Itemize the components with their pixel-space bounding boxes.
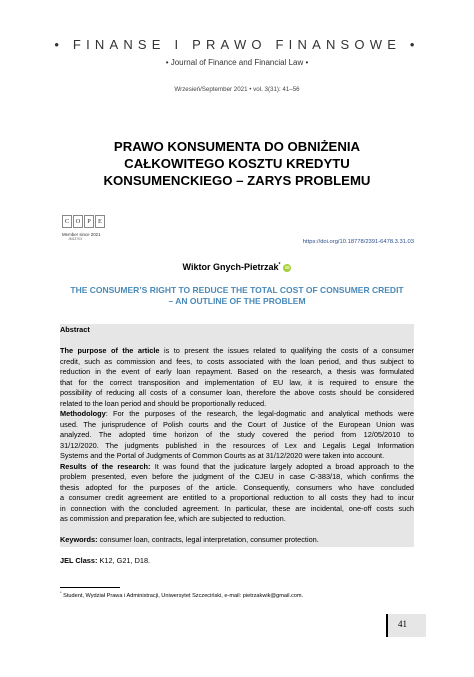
- journal-masthead: • FINANSE I PRAWO FINANSOWE •: [54, 37, 420, 52]
- cope-member-since: Member since 2021: [62, 232, 101, 237]
- abstract-line: thesis adopted for the purposes of the article. Consequently, consumers who have concluded: [60, 482, 414, 492]
- author-footnote: [60, 590, 303, 599]
- abstract-line: related to the loan period and should be proportionally reduced.: [60, 398, 267, 408]
- page-number: 41: [398, 619, 407, 629]
- orcid-icon[interactable]: iD: [285, 265, 290, 270]
- abstract-line: The purpose of the article is to present the issues related to qualifying the costs of a consumer: [60, 346, 414, 355]
- english-title: [60, 285, 414, 307]
- abstract-line: analyzed. The adopted time horizon of the study covered the period from 12/05/2010 to: [60, 430, 414, 439]
- footnote-text: Student, Wydział Prawa i Administracji, Uniwersytet Szczeciński, e-mail: pietrzakwik@gmail.com.: [61, 592, 304, 599]
- abstract-line: used. The jurisprudence of Polish courts and the Court of Justice of the European Union was: [60, 419, 414, 429]
- cope-logo: [62, 215, 110, 241]
- cope-letter: O: [73, 215, 83, 228]
- abstract-heading: Abstract: [60, 325, 90, 334]
- abstract-line: problem presented, even before the judgment of the CJEU in case C-383/18, which confirms the: [60, 472, 414, 481]
- cope-letter: P: [84, 215, 94, 228]
- article-title-line: KONSUMENCKIEGO – ZARYS PROBLEMU: [103, 173, 371, 188]
- author-line: [0, 262, 474, 272]
- author-footnote-mark: *: [278, 262, 281, 268]
- keywords-label: Keywords:: [60, 535, 98, 544]
- english-title-line: – AN OUTLINE OF THE PROBLEM: [168, 296, 306, 307]
- abstract-line: Results of the research: It was found that the judicature largely adopted a broad approach to the: [60, 461, 414, 471]
- results-label: Results of the research:: [60, 461, 151, 471]
- page-number-rule: [386, 614, 388, 637]
- author-name: Wiktor Gnych-Pietrzak: [182, 262, 279, 272]
- abstract-line: credit, such as commission and fees, to costs associated with the loan period, and thus subject to: [60, 356, 414, 366]
- purpose-label: The purpose of the article: [60, 346, 160, 355]
- journal-subheading: • Journal of Finance and Financial Law •: [165, 58, 309, 67]
- abstract-line: a consumer credit agreement are entitled to a proportional reduction to all costs they had to incur: [60, 493, 414, 502]
- cope-letter: E: [95, 215, 105, 228]
- abstract-line: as commission and preparation fee, which are subjected to reduction.: [60, 514, 286, 523]
- abstract-line: that for the correct transposition and implementation of EU law, it is required to ensure the: [60, 377, 414, 387]
- cope-letter: C: [62, 215, 72, 228]
- page-number-box: [386, 614, 426, 637]
- keywords-line: [60, 535, 414, 546]
- article-title-line: PRAWO KONSUMENTA DO OBNIŻENIA: [113, 139, 361, 154]
- article-title-line: CAŁKOWITEGO KOSZTU KREDYTU: [124, 156, 350, 171]
- footnote-divider: [60, 587, 120, 588]
- doi-link[interactable]: https://doi.org/10.18778/2391-6478.3.31.03: [302, 239, 414, 245]
- abstract: [60, 325, 414, 567]
- abstract-line: Systems and the Portal of Judgments of Common Courts as at 31/12/2020 were taken into account.: [60, 451, 385, 460]
- english-title-line: THE CONSUMER’S RIGHT TO REDUCE THE TOTAL COST OF CONSUMER CREDIT: [70, 285, 404, 295]
- cope-letters: [62, 215, 110, 228]
- methodology-label: Methodology: [60, 409, 106, 418]
- issue-info: Wrzesień/September 2021 • vol. 3(31): 41–56: [174, 86, 300, 93]
- abstract-line: in connection with the concluded agreement. In particular, these are incidental, one-off costs such: [60, 503, 414, 513]
- cope-member-id: JM13703: [68, 237, 82, 241]
- abstract-line: possibility of reducing all costs of a consumer loan, therefore the above costs should be considered: [60, 388, 414, 397]
- jel-text: K12, G21, D18.: [97, 556, 151, 565]
- abstract-line: Methodology: For the purposes of the research, the legal-dogmatic and analytical methods were: [60, 409, 414, 418]
- jel-line: [60, 556, 414, 567]
- jel-label: JEL Class:: [60, 556, 98, 565]
- abstract-line: 31/12/2020. The judgments published in the resources of Lex and Legalis Legal Information: [60, 440, 414, 450]
- keywords-text: consumer loan, contracts, legal interpretation, consumer protection.: [97, 535, 319, 544]
- abstract-line: reduction in the event of early loan repayment. Based on the research, a thesis was formulated: [60, 367, 414, 376]
- article-title: [60, 138, 414, 189]
- footnote-mark: *: [60, 590, 62, 595]
